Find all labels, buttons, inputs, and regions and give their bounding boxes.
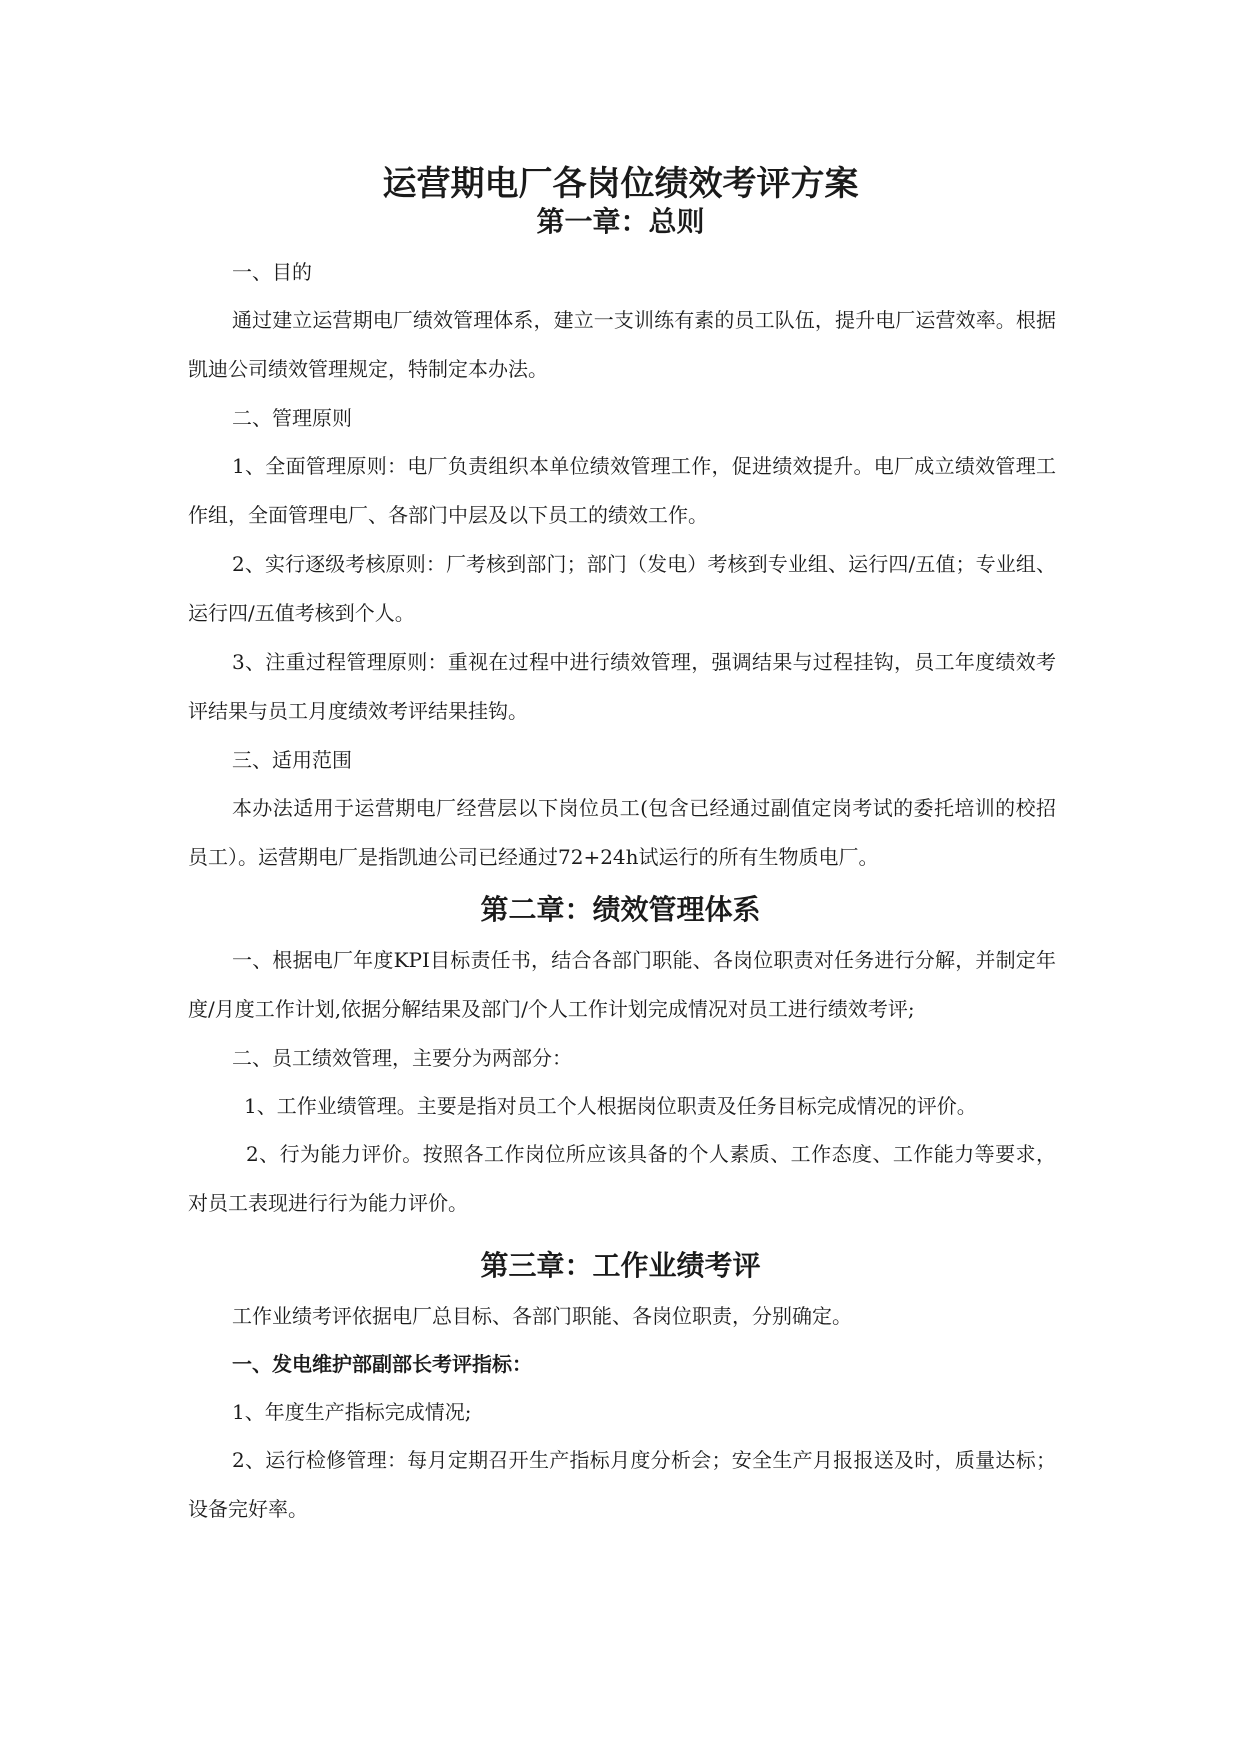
chapter-3-subsection-heading: 一、发电维护部副部长考评指标：: [232, 1352, 532, 1376]
chapter-3-item-2: 2、运行检修管理：每月定期召开生产指标月度分析会；安全生产月报报送及时，质量达标；设备完好率。: [188, 1448, 1056, 1521]
principle-item-3: 3、注重过程管理原则：重视在过程中进行绩效管理，强调结果与过程挂钩，员工年度绩效考评结果与员工月度绩效考评结果挂钩。: [188, 650, 1056, 723]
chapter-2-item-2: 2、行为能力评价。按照各工作岗位所应该具备的个人素质、工作态度、工作能力等要求，对员工表现进行行为能力评价。: [188, 1142, 1056, 1215]
section-purpose-heading: 一、目的: [232, 260, 312, 284]
principle-item-2: 2、实行逐级考核原则：厂考核到部门；部门（发电）考核到专业组、运行四/五值；专业组、运行四/五值考核到个人。: [188, 552, 1056, 625]
principle-item-1: 1、全面管理原则：电厂负责组织本单位绩效管理工作，促进绩效提升。电厂成立绩效管理工作组，全面管理电厂、各部门中层及以下员工的绩效工作。: [188, 454, 1056, 527]
section-principles-heading: 二、管理原则: [232, 406, 352, 430]
section-purpose-text: 通过建立运营期电厂绩效管理体系，建立一支训练有素的员工队伍，提升电厂运营效率。根据凯迪公司绩效管理规定，特制定本办法。: [188, 308, 1056, 381]
chapter-1-heading: 第一章：总则: [536, 205, 705, 238]
chapter-3-intro: 工作业绩考评依据电厂总目标、各部门职能、各岗位职责，分别确定。: [232, 1304, 852, 1328]
document-title: 运营期电厂各岗位绩效考评方案: [382, 164, 859, 204]
chapter-2-item-1: 1、工作业绩管理。主要是指对员工个人根据岗位职责及任务目标完成情况的评价。: [244, 1094, 977, 1118]
section-scope-text: 本办法适用于运营期电厂经营层以下岗位员工(包含已经通过副值定岗考试的委托培训的校招员工）。运营期电厂是指凯迪公司已经通过72+24h试运行的所有生物质电厂。: [188, 796, 1056, 869]
chapter-2-heading: 第二章：绩效管理体系: [480, 893, 761, 926]
chapter-3-item-1: 1、年度生产指标完成情况;: [232, 1400, 472, 1424]
chapter-3-heading: 第三章：工作业绩考评: [480, 1249, 761, 1282]
chapter-2-paragraph-1: 一、根据电厂年度KPI目标责任书，结合各部门职能、各岗位职责对任务进行分解，并制定年度/月度工作计划,依据分解结果及部门/个人工作计划完成情况对员工进行绩效考评;: [188, 948, 1056, 1021]
chapter-2-paragraph-2: 二、员工绩效管理，主要分为两部分：: [232, 1046, 572, 1070]
section-scope-heading: 三、适用范围: [232, 748, 352, 772]
